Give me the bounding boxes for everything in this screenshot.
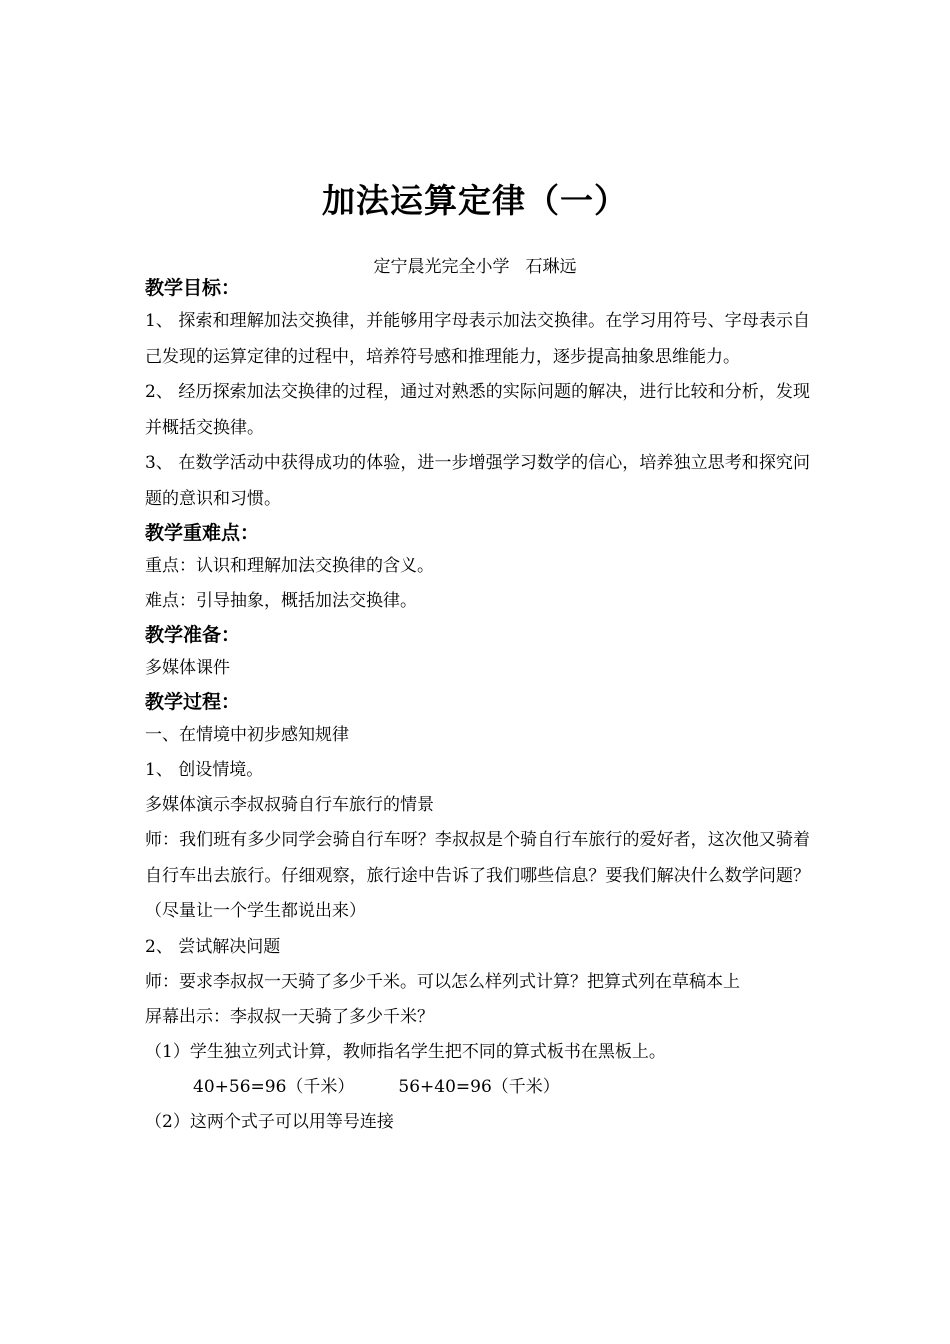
process-line-7: 屏幕出示：李叔叔一天骑了多少千米？ <box>145 1006 434 1027</box>
preparation-text: 多媒体课件 <box>145 658 230 678</box>
key-points-heading: 教学重难点： <box>145 522 260 544</box>
process-heading: 教学过程： <box>145 691 241 713</box>
author-school: 定宁晨光完全小学 <box>373 257 510 277</box>
process-line-5: 2、 尝试解决问题 <box>145 936 281 957</box>
goal-item-3: 3、 在数学活动中获得成功的体验，进一步增强学习数学的信心，培养独立思考和探究问题的意识和习惯。 <box>145 453 810 509</box>
document-title: 加法运算定律（一） <box>322 181 628 220</box>
process-line-6: 师：要求李叔叔一天骑了多少千米。可以怎么样列式计算？把算式列在草稿本上 <box>145 971 740 992</box>
process-line-1: 一、在情境中初步感知规律 <box>145 725 349 745</box>
key-point-text: 重点：认识和理解加法交换律的含义。 <box>145 556 434 576</box>
author-name: 石琳远 <box>525 257 577 277</box>
process-line-2: 1、 创设情境。 <box>145 760 264 780</box>
goal-item-2: 2、 经历探索加法交换律的过程，通过对熟悉的实际问题的解决，进行比较和分析，发现并概括交换律。 <box>145 382 810 438</box>
equation-2: 56+40=96（千米） <box>398 1076 560 1097</box>
preparation-heading: 教学准备： <box>145 624 241 646</box>
document-body <box>145 272 810 1140</box>
goals-heading: 教学目标： <box>145 277 241 299</box>
equation-1: 40+56=96（千米） <box>193 1076 355 1097</box>
process-line-4: 师：我们班有多少同学会骑自行车呀？李叔叔是个骑自行车旅行的爱好者，这次他又骑着自行车出去旅行。仔细观察，旅行途中告诉了我们哪些信息？要我们解决什么数学问题？（尽量让一个学生都说出来） <box>145 830 810 921</box>
equations-line <box>145 1070 810 1106</box>
process-last-line: （2）这两个式子可以用等号连接 <box>145 1112 394 1132</box>
process-line-8: （1）学生独立列式计算，教师指名学生把不同的算式板书在黑板上。 <box>145 1041 666 1062</box>
goal-item-1: 1、 探索和理解加法交换律，并能够用字母表示加法交换律。在学习用符号、字母表示自己发现的运算定律的过程中，培养符号感和推理能力，逐步提高抽象思维能力。 <box>145 311 810 367</box>
difficulty-text: 难点：引导抽象，概括加法交换律。 <box>145 591 417 611</box>
process-line-3: 多媒体演示李叔叔骑自行车旅行的情景 <box>145 795 434 815</box>
